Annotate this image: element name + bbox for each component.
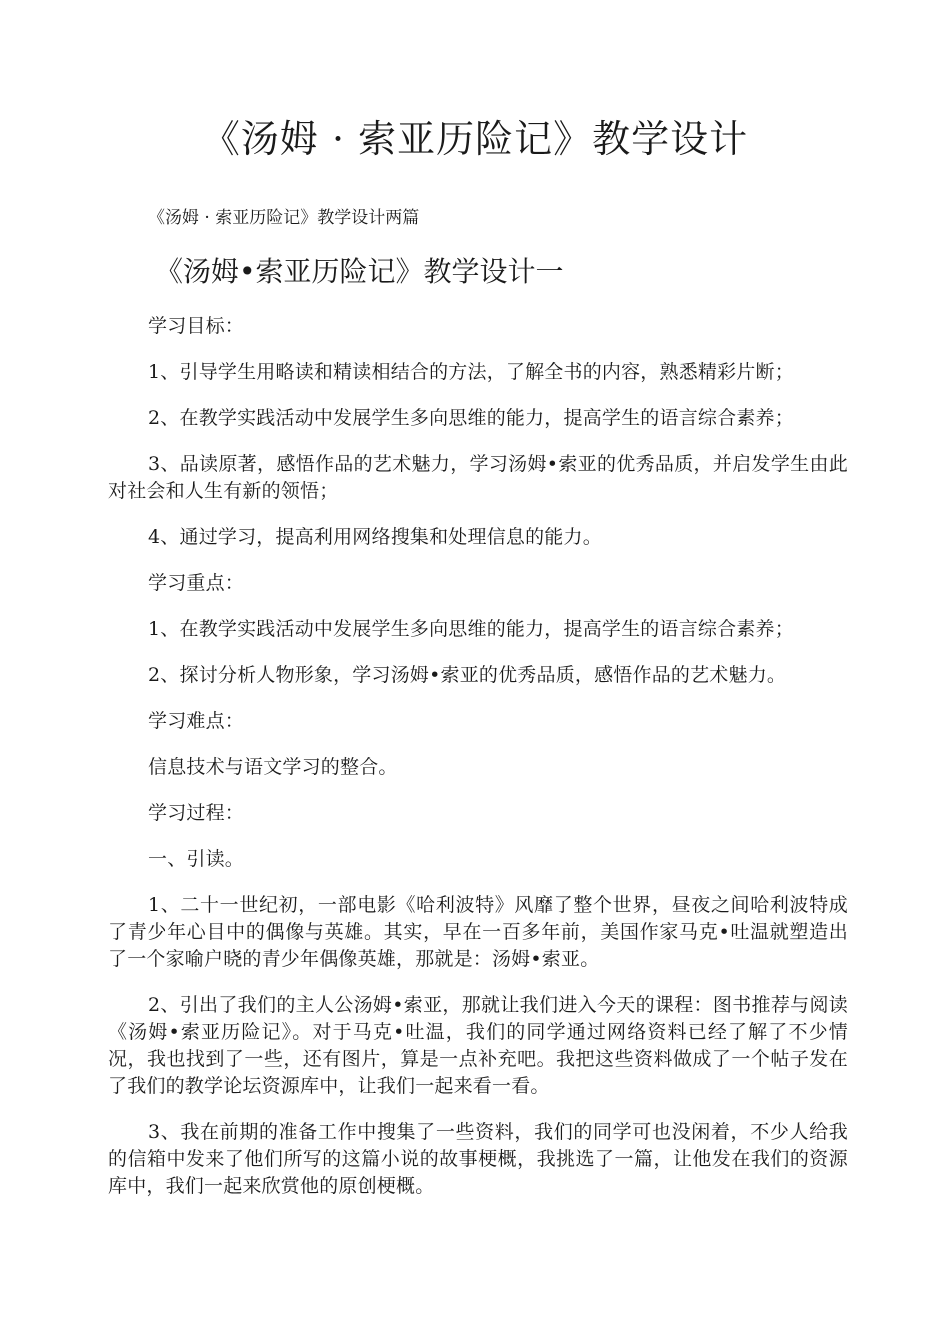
document-subtitle: 《汤姆 · 索亚历险记》教学设计两篇 [148, 208, 420, 228]
paragraph-difficulty-label: 学习难点： [148, 710, 245, 732]
paragraph-learning-goals-label: 学习目标： [148, 315, 245, 337]
paragraph-goal-4: 4、通过学习，提高利用网络搜集和处理信息的能力。 [148, 526, 602, 548]
document-body [108, 313, 848, 1219]
paragraph-step-intro: 一、引读。 [148, 848, 245, 870]
document-title: 《汤姆 · 索亚历险记》教学设计 [201, 117, 749, 161]
paragraph-step-2: 2、引出了我们的主人公汤姆•索亚，那就让我们进入今天的课程：图书推荐与阅读《汤姆•索亚历险记》。对于马克•吐温，我们的同学通过网络资料已经了解了不少情况，我也找到了一些，还有图片，算是一点补充吧。我把这些资料做成了一个帖子发在了我们的教学论坛资源库中，让我们一起来看一看。 [108, 994, 848, 1097]
paragraph-key-point-1: 1、在教学实践活动中发展学生多向思维的能力，提高学生的语言综合素养； [148, 618, 794, 640]
paragraph-step-1: 1、二十一世纪初，一部电影《哈利波特》风靡了整个世界，昼夜之间哈利波特成了青少年心目中的偶像与英雄。其实，早在一百多年前，美国作家马克•吐温就塑造出了一个家喻户晓的青少年偶像英雄，那就是：汤姆•索亚。 [108, 894, 848, 970]
paragraph-goal-3: 3、品读原著，感悟作品的艺术魅力，学习汤姆•索亚的优秀品质，并启发学生由此对社会和人生有新的领悟； [108, 453, 848, 502]
paragraph-key-point-2: 2、探讨分析人物形象，学习汤姆•索亚的优秀品质，感悟作品的艺术魅力。 [148, 664, 787, 686]
paragraph-key-points-label: 学习重点： [148, 572, 245, 594]
paragraph-step-3: 3、我在前期的准备工作中搜集了一些资料，我们的同学可也没闲着，不少人给我的信箱中发来了他们所写的这篇小说的故事梗概，我挑选了一篇，让他发在我们的资源库中，我们一起来欣赏他的原创梗概。 [108, 1121, 848, 1197]
paragraph-process-label: 学习过程： [148, 802, 245, 824]
paragraph-difficulty: 信息技术与语文学习的整合。 [148, 756, 398, 778]
paragraph-goal-1: 1、引导学生用略读和精读相结合的方法，了解全书的内容，熟悉精彩片断； [148, 361, 794, 383]
section-heading: 《汤姆•索亚历险记》教学设计一 [155, 255, 564, 288]
paragraph-goal-2: 2、在教学实践活动中发展学生多向思维的能力，提高学生的语言综合素养； [148, 407, 794, 429]
